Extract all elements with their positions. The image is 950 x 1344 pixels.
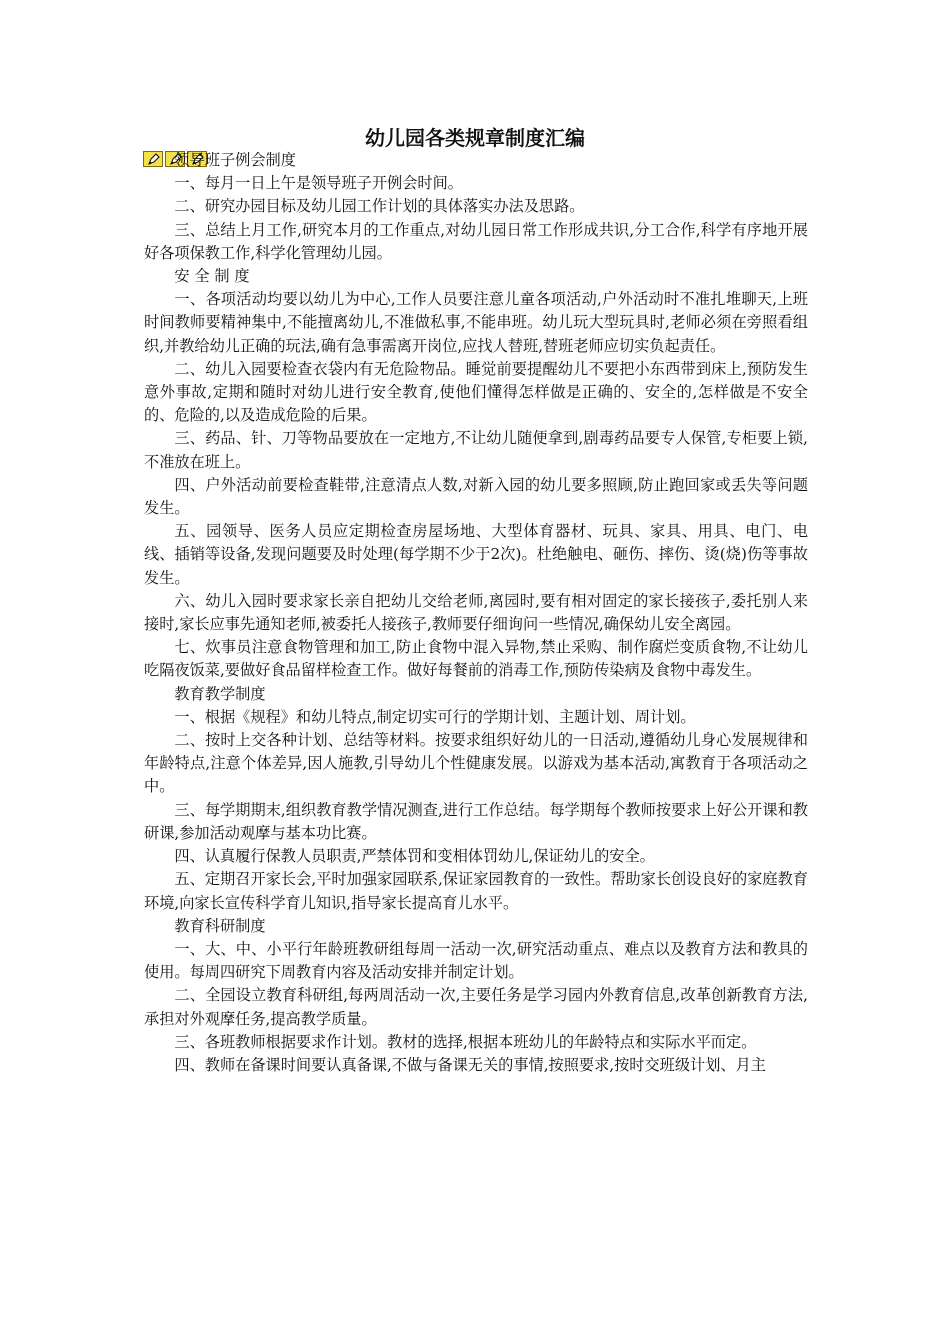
paragraph: 四、教师在备课时间要认真备课,不做与备课无关的事情,按照要求,按时交班级计划、月主: [174, 1055, 766, 1074]
document-body: [144, 149, 808, 1077]
paragraph: 三、总结上月工作,研究本月的工作重点,对幼儿园日常工作形成共识,分工合作,科学有序地开展好各项保教工作,科学化管理幼儿园。: [144, 220, 808, 262]
paragraph: 五、园领导、医务人员应定期检查房屋场地、大型体育器材、玩具、家具、用具、电门、电线、插销等设备,发现问题要及时处理(每学期不少于2次)。杜绝触电、砸伤、摔伤、烫(烧)伤等事故发生。: [144, 522, 808, 587]
paragraph: 二、按时上交各种计划、总结等材料。按要求组织好幼儿的一日活动,遵循幼儿身心发展规律和年龄特点,注意个体差异,因人施教,引导幼儿个性健康发展。以游戏为基本活动,寓教育于各项活动之中。: [144, 731, 808, 796]
section-heading: 教育教学制度: [174, 684, 266, 703]
document-title: 幼儿园各类规章制度汇编: [365, 126, 585, 150]
section-heading: 安 全 制 度: [174, 267, 250, 286]
paragraph: 四、认真履行保教人员职责,严禁体罚和变相体罚幼儿,保证幼儿的安全。: [174, 847, 655, 866]
paragraph: 三、各班教师根据要求作计划。教材的选择,根据本班幼儿的年龄特点和实际水平而定。: [174, 1032, 757, 1051]
paragraph: 一、各项活动均要以幼儿为中心,工作人员要注意儿童各项活动,户外活动时不准扎堆聊天,上班时间教师要精神集中,不能擅离幼儿,不准做私事,不能串班。幼儿玩大型玩具时,老师必须在旁照看组织,并教给幼儿正确的玩法,确有急事需离开岗位,应找人替班,替班老师应切实负起责任。: [144, 290, 808, 355]
paragraph: 四、户外活动前要检查鞋带,注意清点人数,对新入园的幼儿要多照顾,防止跑回家或丢失等问题发生。: [144, 475, 808, 518]
paragraph: 六、幼儿入园时要求家长亲自把幼儿交给老师,离园时,要有相对固定的家长接孩子,委托别人来接时,家长应事先通知老师,被委托人接孩子,教师要仔细询问一些情况,确保幼儿安全离园。: [144, 591, 808, 634]
paragraph: 七、炊事员注意食物管理和加工,防止食物中混入异物,禁止采购、制作腐烂变质食物,不让幼儿吃隔夜饭菜,要做好食品留样检查工作。做好每餐前的消毒工作,预防传染病及食物中毒发生。: [144, 638, 808, 680]
paragraph: 三、药品、针、刀等物品要放在一定地方,不让幼儿随便拿到,剧毒药品要专人保管,专柜要上锁,不准放在班上。: [144, 429, 808, 471]
paragraph: 五、定期召开家长会,平时加强家园联系,保证家园教育的一致性。帮助家长创设良好的家庭教育环境,向家长宣传科学育儿知识,指导家长提高育儿水平。: [144, 870, 808, 912]
paragraph: 二、幼儿入园要检查衣袋内有无危险物品。睡觉前要提醒幼儿不要把小东西带到床上,预防发生意外事故,定期和随时对幼儿进行安全教育,使他们懂得怎样做是正确的、安全的,怎样做是不安全的、危险的,以及造成危险的后果。: [144, 359, 808, 425]
paragraph: 二、全园设立教育科研组,每两周活动一次,主要任务是学习园内外教育信息,改革创新教育方法,承担对外观摩任务,提高教学质量。: [144, 986, 808, 1028]
paragraph: 一、大、中、小平行年龄班教研组每周一活动一次,研究活动重点、难点以及教育方法和教具的使用。每周四研究下周教育内容及活动安排并制定计划。: [144, 939, 808, 982]
paragraph: 三、每学期期末,组织教育教学情况测查,进行工作总结。每学期每个教师按要求上好公开课和教研课,参加活动观摩与基本功比赛。: [144, 800, 808, 842]
paragraph: 二、研究办园目标及幼儿园工作计划的具体落实办法及思路。: [174, 197, 585, 216]
section-heading: 教育科研制度: [174, 916, 266, 935]
paragraph: 一、每月一日上午是领导班子开例会时间。: [174, 174, 463, 193]
paragraph: 一、根据《规程》和幼儿特点,制定切实可行的学期计划、主题计划、周计划。: [174, 707, 696, 726]
section-heading: 领导班子例会制度: [174, 151, 296, 169]
